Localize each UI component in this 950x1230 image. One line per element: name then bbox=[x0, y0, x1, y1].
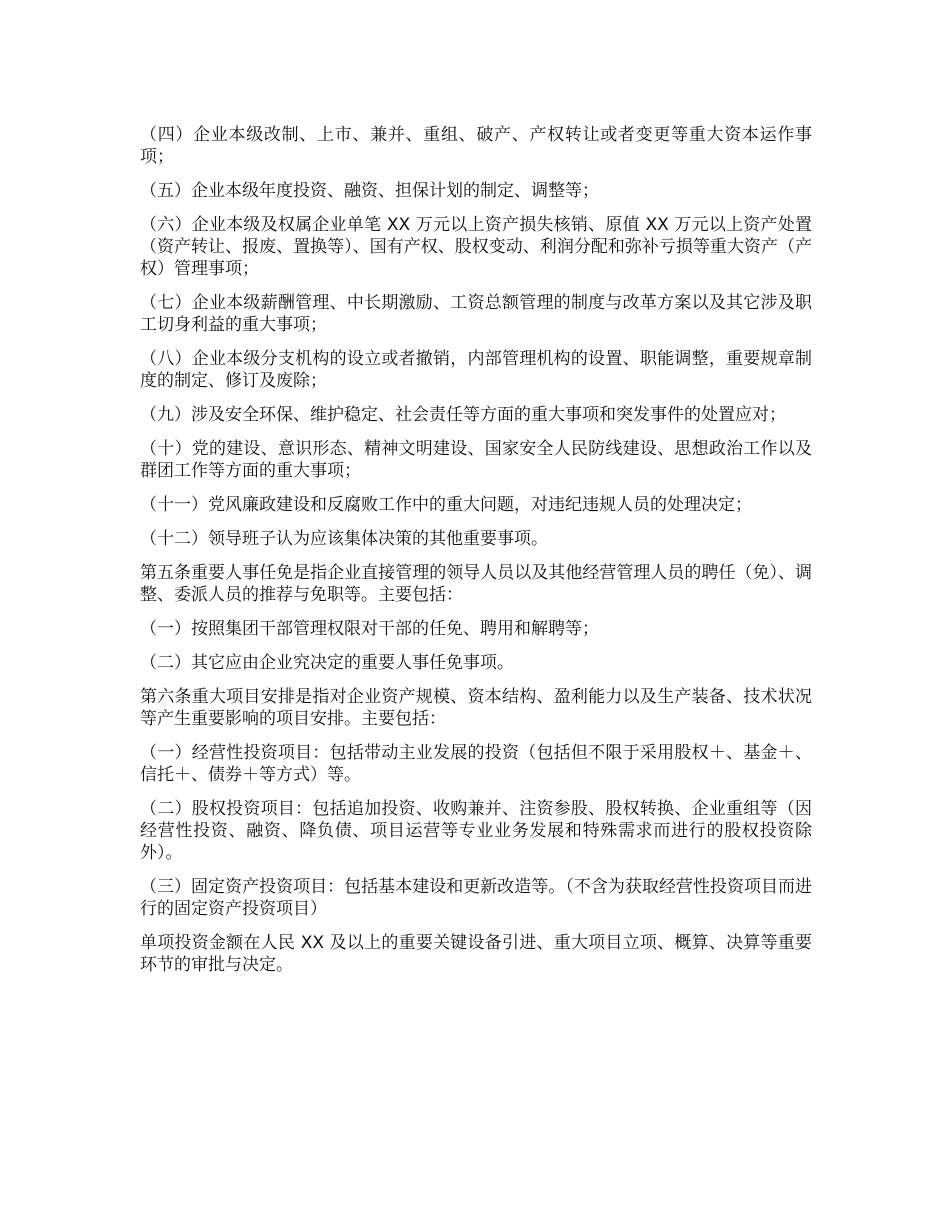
document-body bbox=[140, 124, 812, 988]
paragraph-article-5: 第五条重要人事任免是指企业直接管理的领导人员以及其他经营管理人员的聘任（免）、调整、委派人员的推荐与免职等。主要包括： bbox=[140, 563, 812, 605]
paragraph-item-4-capital-operations: （四）企业本级改制、上市、兼并、重组、破产、产权转让或者变更等重大资本运作事项； bbox=[140, 125, 812, 167]
paragraph-item-6-asset-management: （六）企业本级及权属企业单笔 XX 万元以上资产损失核销、原值 XX 万元以上资产处置（资产转让、报废、置换等）、国有产权、股权变动、利润分配和弥补亏损等重大资产（产权）管理事项； bbox=[140, 215, 812, 279]
paragraph-item-9-safety: （九）涉及安全环保、维护稳定、社会责任等方面的重大事项和突发事件的处置应对； bbox=[140, 405, 786, 425]
paragraph-item-10-party-building: （十）党的建设、意识形态、精神文明建设、国家安全人民防线建设、思想政治工作以及群团工作等方面的重大事项； bbox=[140, 439, 812, 481]
paragraph-article-6: 第六条重大项目安排是指对企业资产规模、资本结构、盈利能力以及生产装备、技术状况等产生重要影响的项目安排。主要包括： bbox=[140, 687, 812, 729]
paragraph-article-6-item-1: （一）经营性投资项目：包括带动主业发展的投资（包括但不限于采用股权＋、基金＋、信托＋、债券＋等方式）等。 bbox=[140, 743, 812, 785]
paragraph-single-investment: 单项投资金额在人民 XX 及以上的重要关键设备引进、重大项目立项、概算、决算等重要环节的审批与决定。 bbox=[140, 933, 812, 975]
paragraph-article-6-item-3: （三）固定资产投资项目：包括基本建设和更新改造等。（不含为获取经营性投资项目而进行的固定资产投资项目） bbox=[140, 877, 812, 919]
paragraph-item-12-other: （十二）领导班子认为应该集体决策的其他重要事项。 bbox=[140, 529, 548, 549]
paragraph-item-11-anti-corruption: （十一）党风廉政建设和反腐败工作中的重大问题，对违纪违规人员的处理决定； bbox=[140, 495, 752, 515]
paragraph-article-5-item-1: （一）按照集团干部管理权限对干部的任免、聘用和解聘等； bbox=[140, 619, 599, 639]
paragraph-item-7-compensation: （七）企业本级薪酬管理、中长期激励、工资总额管理的制度与改革方案以及其它涉及职工切身利益的重大事项； bbox=[140, 293, 812, 335]
paragraph-article-6-item-2: （二）股权投资项目：包括追加投资、收购兼并、注资参股、股权转换、企业重组等（因经营性投资、融资、降负债、项目运营等专业业务发展和特殊需求而进行的股权投资除外）。 bbox=[140, 799, 812, 863]
paragraph-item-5-investment-plans: （五）企业本级年度投资、融资、担保计划的制定、调整等； bbox=[140, 181, 599, 201]
paragraph-article-5-item-2: （二）其它应由企业究决定的重要人事任免事项。 bbox=[140, 653, 514, 673]
paragraph-item-8-organization: （八）企业本级分支机构的设立或者撤销，内部管理机构的设置、职能调整，重要规章制度的制定、修订及废除； bbox=[140, 349, 812, 391]
